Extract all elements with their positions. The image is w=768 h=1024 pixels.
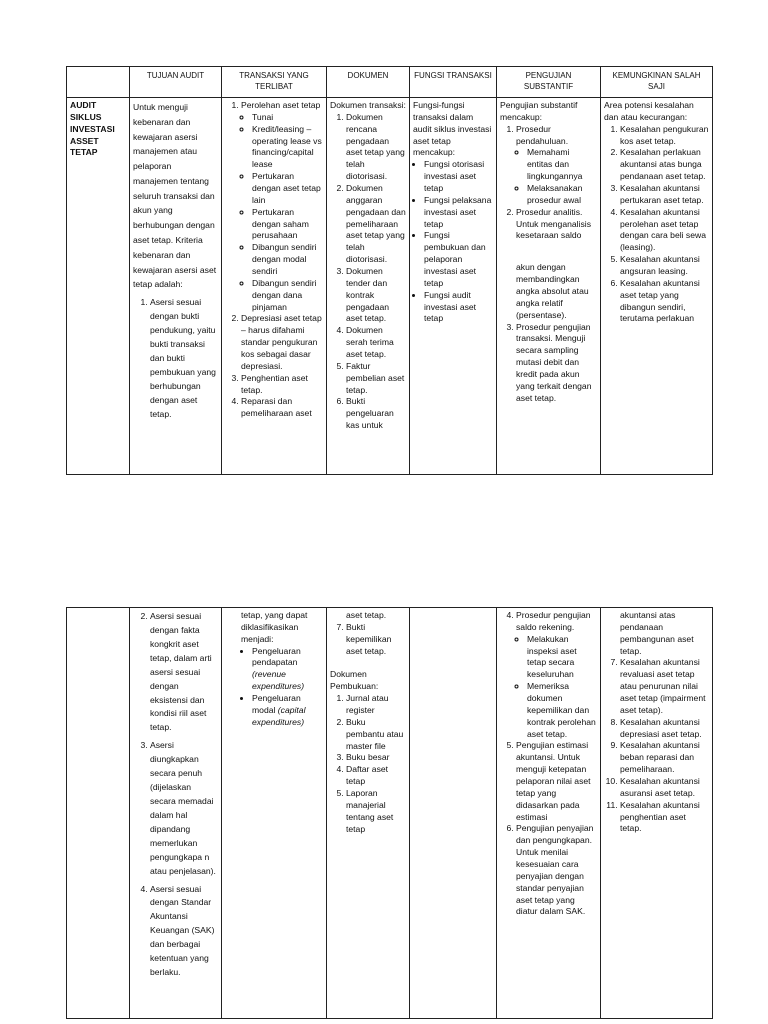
list-item: ◦ Tunai xyxy=(252,112,323,124)
list-item: 2. Depresiasi aset tetap – harus difahami standar pengukuran kos sebagai dasar depresiasi. xyxy=(241,313,323,372)
list-item: ◦ Melaksanakan prosedur awal xyxy=(527,183,597,207)
pengujian-cell xyxy=(497,608,601,1019)
tujuan-audit-cell xyxy=(130,98,222,475)
list-item: 4. Dokumen serah terima aset tetap. xyxy=(346,325,406,361)
list-item: 5. Pengujian estimasi akuntansi. Untuk menguji ketepatan pelaporan nilai aset tetap yang didasarkan pada estimasi xyxy=(516,740,597,823)
list-item: 9. Kesalahan akuntansi beban reparasi dan pemeliharaan. xyxy=(620,740,709,776)
table-row xyxy=(67,608,713,1019)
list-item: 3. Asersi diungkapkan secara penuh (dijelaskan secara memadai dalam hal dipandang memerlukan pengungkapa n atau penjelasan). xyxy=(150,739,218,878)
list-item: 2. Buku pembantu atau master file xyxy=(346,717,406,753)
list-item: 10. Kesalahan akuntansi asuransi aset tetap. xyxy=(620,776,709,800)
header-pengujian: PENGUJIAN SUBSTANTIF xyxy=(497,67,601,98)
transaksi-bullet-1: Pengeluaran pendapatan xyxy=(252,645,301,668)
list-item: 7. Bukti kepemilikan aset tetap. xyxy=(346,622,406,658)
row-label: AUDIT SIKLUS INVESTASI ASSET TETAP xyxy=(67,98,130,475)
salah-saji-cell xyxy=(601,98,713,475)
tujuan-intro: Untuk menguji kebenaran dan kewajaran asersi manajemen atau pelaporan manajemen tentang seluruh transaksi dan akun yang berhubungan dengan aset tetap. Kriteria kebenaran dan kewajaran asersi aset tetap adalah: xyxy=(133,102,217,290)
salah-saji-cell xyxy=(601,608,713,1019)
list-item: 7. Kesalahan akuntansi revaluasi aset tetap atau penurunan nilai aset tetap (impairment aset tetap). xyxy=(620,657,709,716)
pengujian-intro: Pengujian substantif mencakup: xyxy=(500,100,578,122)
list-item: 4. Reparasi dan pemeliharaan aset xyxy=(241,396,323,420)
salah-intro: Area potensi kesalahan dan atau kecurangan: xyxy=(604,100,694,122)
pengujian-item-2b: akun dengan membandingkan angka absolut atau angka relatif (persentase). xyxy=(516,262,589,320)
list-item: ◦ Dibangun sendiri dengan modal sendiri xyxy=(252,242,323,278)
audit-table-part-2 xyxy=(66,607,713,1019)
list-item: 6. Bukti pengeluaran kas untuk xyxy=(346,396,406,432)
dokumen-cell xyxy=(327,98,410,475)
list-item: • Fungsi audit investasi aset tetap xyxy=(424,290,493,326)
row-label-empty xyxy=(67,608,130,1019)
list-item xyxy=(516,207,597,322)
fungsi-cell-empty xyxy=(410,608,497,1019)
header-dokumen: DOKUMEN xyxy=(327,67,410,98)
pengujian-item-2a: Prosedur analitis. Untuk menganalisis kesetaraan saldo xyxy=(516,206,591,241)
list-item: 11. Kesalahan akuntansi penghentian aset tetap. xyxy=(620,800,709,836)
pengujian-cell xyxy=(497,98,601,475)
list-item: • Fungsi otorisasi investasi aset tetap xyxy=(424,159,493,195)
list-item: 3. Kesalahan akuntansi pertukaran aset tetap. xyxy=(620,183,709,207)
list-item: 1. Dokumen rencana pengadaan aset tetap yang telah diotorisasi. xyxy=(346,112,406,183)
pengujian-item-1: Prosedur pendahuluan. xyxy=(516,123,569,146)
transaksi-cell xyxy=(222,98,327,475)
list-item: 1. Jurnal atau register xyxy=(346,693,406,717)
header-fungsi: FUNGSI TRANSAKSI xyxy=(410,67,497,98)
header-tujuan-audit: TUJUAN AUDIT xyxy=(130,67,222,98)
list-item: ◦ Pertukaran dengan saham perusahaan xyxy=(252,207,323,243)
dokumen-cont: aset tetap. xyxy=(346,610,387,620)
list-item: 5. Laporan manajerial tentang aset tetap xyxy=(346,788,406,835)
fungsi-cell xyxy=(410,98,497,475)
list-item: 2. Asersi sesuai dengan fakta kongkrit aset tetap, dalam arti asersi sesuai dengan eksistensi dan kondisi riil aset tetap. xyxy=(150,610,218,735)
list-item: ◦ Pertukaran dengan aset tetap lain xyxy=(252,171,323,207)
audit-table-part-1 xyxy=(66,66,713,475)
header-cell-empty xyxy=(67,67,130,98)
list-item: 1. Asersi sesuai dengan bukti pendukung, yaitu bukti transaksi dan bukti pembukuan yang berhubungan dengan aset tetap. xyxy=(150,296,218,421)
list-item: ◦ Melakukan inspeksi aset tetap secara keseluruhan xyxy=(527,634,597,681)
list-item: 8. Kesalahan akuntansi depresiasi aset tetap. xyxy=(620,717,709,741)
list-item: 5. Faktur pembelian aset tetap. xyxy=(346,361,406,397)
table-header-row xyxy=(67,67,713,98)
list-item: 3. Penghentian aset tetap. xyxy=(241,373,323,397)
header-salah-saji: KEMUNGKINAN SALAH SAJI xyxy=(601,67,713,98)
dokumen-intro: Dokumen transaksi: xyxy=(330,100,406,110)
list-item: 1. Kesalahan pengukuran kos aset tetap. xyxy=(620,124,709,148)
transaksi-cell xyxy=(222,608,327,1019)
list-item: 2. Dokumen anggaran pengadaan dan pemeliharaan aset tetap yang telah diotorisasi. xyxy=(346,183,406,266)
salah-cont: akuntansi atas pendanaan pembangunan aset tetap. xyxy=(620,610,694,656)
list-item: 6. Pengujian penyajian dan pengungkapan. Untuk menilai kesesuaian cara penyajian dengan standar penyajian aset tetap yang diatur dalam SAK. xyxy=(516,823,597,918)
list-item xyxy=(252,646,323,693)
table-row xyxy=(67,98,713,475)
list-item: ◦ Kredit/leasing – operating lease vs financing/capital lease xyxy=(252,124,323,171)
list-item: • Fungsi pembukuan dan pelaporan investasi aset tetap xyxy=(424,230,493,289)
list-item: 6. Kesalahan akuntansi aset tetap yang dibangun sendiri, terutama perlakuan xyxy=(620,278,709,325)
tujuan-audit-cell xyxy=(130,608,222,1019)
list-item: 3. Buku besar xyxy=(346,752,406,764)
list-item: • Fungsi pelaksana investasi aset tetap xyxy=(424,195,493,231)
header-transaksi: TRANSAKSI YANG TERLIBAT xyxy=(222,67,327,98)
transaksi-item-1: Perolehan aset tetap xyxy=(241,100,321,110)
list-item: ◦ Memeriksa dokumen kepemilikan dan kontrak perolehan aset tetap. xyxy=(527,681,597,740)
list-item xyxy=(241,100,323,313)
list-item: 4. Kesalahan akuntansi perolehan aset tetap dengan cara beli sewa (leasing). xyxy=(620,207,709,254)
list-item: ◦ Dibangun sendiri dengan dana pinjaman xyxy=(252,278,323,314)
list-item: 4. Daftar aset tetap xyxy=(346,764,406,788)
list-item xyxy=(516,610,597,740)
transaksi-bullet-2: Pengeluaran modal xyxy=(252,693,301,715)
list-item: 4. Asersi sesuai dengan Standar Akuntansi Keuangan (SAK) dan berbagai ketentuan yang berlaku. xyxy=(150,883,218,980)
list-item: 3. Dokumen tender dan kontrak pengadaan aset tetap. xyxy=(346,266,406,325)
list-item xyxy=(252,693,323,729)
list-item xyxy=(516,124,597,207)
list-item: 2. Kesalahan perlakuan akuntansi atas bunga pendanaan aset tetap. xyxy=(620,147,709,183)
list-item: 3. Prosedur pengujian transaksi. Menguji secara sampling mutasi debit dan kredit pada akun yang terkait dengan aset tetap. xyxy=(516,322,597,405)
pengujian-item-4: Prosedur pengujian saldo rekening. xyxy=(516,610,591,632)
list-item: ◦ Memahami entitas dan lingkungannya xyxy=(527,147,597,183)
dokumen-pembukuan-label: Dokumen Pembukuan: xyxy=(330,669,379,692)
transaksi-bullet-1-em: (revenue expenditures) xyxy=(252,669,305,692)
dokumen-cell xyxy=(327,608,410,1019)
transaksi-bullet-2-em: (capital expenditures) xyxy=(252,704,306,727)
transaksi-intro: tetap, yang dapat diklasifikasikan menjadi: xyxy=(241,610,308,644)
list-item: 5. Kesalahan akuntansi angsuran leasing. xyxy=(620,254,709,278)
fungsi-intro: Fungsi-fungsi transaksi dalam audit siklus investasi aset tetap mencakup: xyxy=(413,100,492,158)
